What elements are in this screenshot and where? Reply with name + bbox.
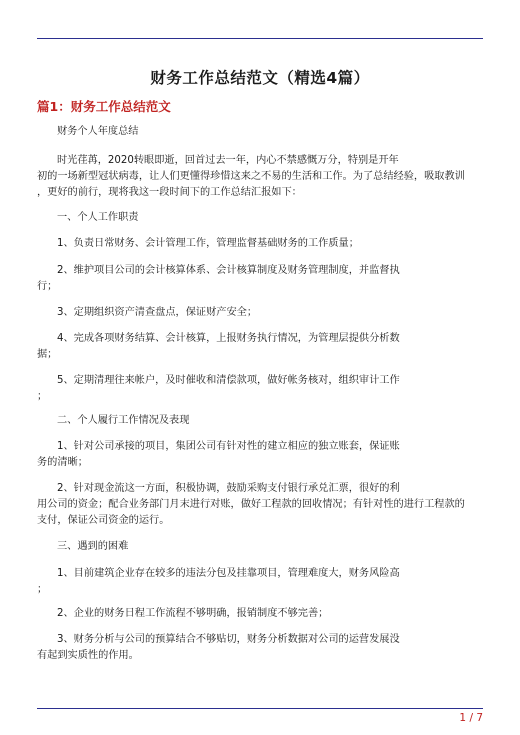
difficulty-item-1	[37, 566, 483, 598]
paragraph-line: 行；	[37, 281, 58, 292]
paragraph-line: 支付，保证公司资金的运行。	[37, 515, 170, 526]
paragraph-line: 2、维护项目公司的会计核算体系、会计核算制度及财务管理制度，并监督执	[57, 265, 400, 276]
paragraph-line: 据；	[37, 349, 58, 360]
heading-difficulties	[37, 539, 483, 555]
paragraph-line: ，更好的前行，现将我这一段时间下的工作总结汇报如下：	[37, 187, 302, 198]
paragraph-line: 3、财务分析与公司的预算结合不够贴切，财务分析数据对公司的运营发展没	[57, 634, 400, 645]
paragraph-line: ；	[37, 584, 48, 595]
footer-rule	[37, 708, 483, 709]
paragraph-line: 5、定期清理往来帐户，及时催收和清偿款项，做好帐务核对，组织审计工作	[57, 375, 400, 386]
duty-item-4	[37, 331, 483, 363]
document-subtitle	[37, 124, 483, 140]
performance-item-1	[37, 439, 483, 471]
paragraph-line: 4、完成各项财务结算、会计核算，上报财务执行情况，为管理层提供分析数	[57, 333, 400, 344]
paragraph-line: 用公司的资金；配合业务部门月末进行对账，做好工程款的回收情况；有针对性的进行工程款的	[37, 499, 465, 510]
subheading-text: 三、遇到的困难	[57, 541, 129, 552]
heading-performance	[37, 413, 483, 429]
paragraph-line: 1、针对公司承接的项目，集团公司有针对性的建立相应的独立账套，保证账	[57, 441, 400, 452]
paragraph-line: 务的清晰；	[37, 457, 88, 468]
subheading-text: 一、个人工作职责	[57, 212, 139, 223]
subheading-text: 二、个人履行工作情况及表现	[57, 415, 190, 426]
paragraph-line: 时光荏苒，2020转眼即逝，回首过去一年，内心不禁感慨万分，特别是开年	[57, 155, 399, 166]
subtitle-text: 财务个人年度总结	[57, 126, 139, 137]
header-rule	[37, 38, 483, 39]
section-heading: 篇1：财务工作总结范文	[37, 99, 171, 114]
paragraph-line: 初的一场新型冠状病毒，让人们更懂得珍惜这来之不易的生活和工作。为了总结经验，吸取教训	[37, 171, 465, 182]
performance-item-2	[37, 481, 483, 529]
paragraph-line: 1、目前建筑企业存在较多的违法分包及挂靠项目，管理难度大，财务风险高	[57, 568, 400, 579]
paragraph-line: ；	[37, 391, 48, 402]
page-number: 1 / 7	[459, 712, 483, 724]
intro-paragraph	[37, 153, 483, 201]
duty-item-1	[37, 236, 483, 252]
paragraph-line: 1、负责日常财务、会计管理工作，管理监督基础财务的工作质量；	[57, 238, 359, 249]
paragraph-line: 2、企业的财务日程工作流程不够明确，报销制度不够完善；	[57, 608, 329, 619]
paragraph-line: 2、针对现金流这一方面，积极协调，鼓励采购支付银行承兑汇票，很好的利	[57, 483, 400, 494]
duty-item-3	[37, 305, 483, 321]
difficulty-item-2	[37, 606, 483, 622]
document-title: 财务工作总结范文（精选4篇）	[150, 69, 370, 87]
difficulty-item-3	[37, 632, 483, 664]
heading-job-duties	[37, 210, 483, 226]
duty-item-2	[37, 263, 483, 295]
paragraph-line: 3、定期组织资产清查盘点，保证财产安全；	[57, 307, 258, 318]
duty-item-5	[37, 373, 483, 405]
paragraph-line: 有起到实质性的作用。	[37, 650, 139, 661]
